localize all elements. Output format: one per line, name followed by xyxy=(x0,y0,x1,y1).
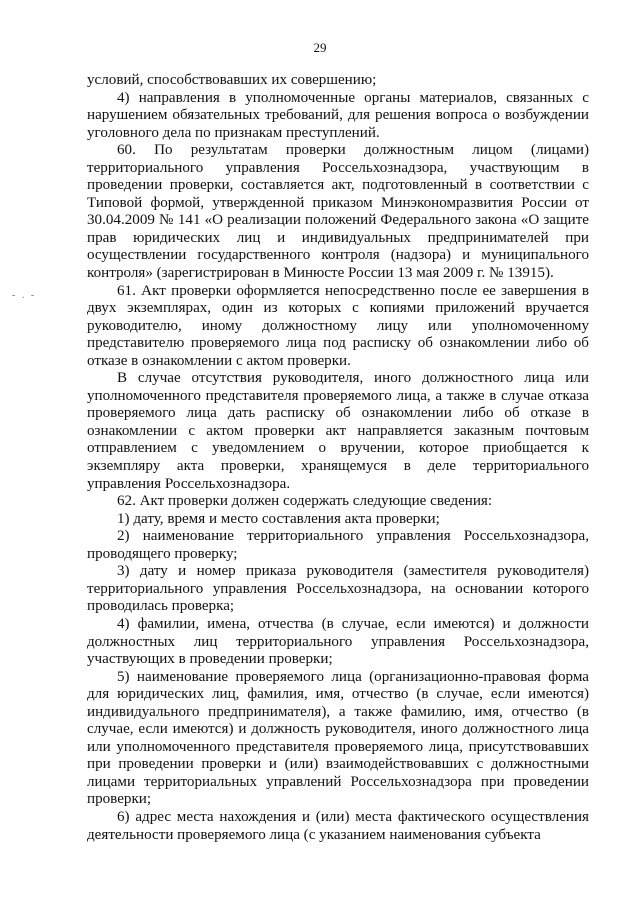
list-item-6: 6) адрес места нахождения и (или) места фактического осуществления деятельности проверяемого лица (с указанием наименования субъекта xyxy=(87,808,589,843)
paragraph-61: 61. Акт проверки оформляется непосредственно после ее завершения в двух экземплярах, один из которых с копиями приложений вручается руководителю, иному должностному лицу или уполномоченному представителю проверяемого лица под расписку об ознакомлении либо об отказе в ознакомлении с актом проверки. xyxy=(87,282,589,369)
list-item-2: 2) наименование территориального управления Россельхознадзора, проводящего проверку; xyxy=(87,528,589,562)
paragraph-absence-case: В случае отсутствия руководителя, иного должностного лица или уполномоченного представителя проверяемого лица, а также в случае отказа проверяемого лица дать расписку об ознакомлении либо об отказе в ознакомлении с актом проверки акт направляется заказным почтовым отправлением с уведомлением о вручении, которое приобщается к экземпляру акта проверки, хранящемуся в деле территориального управления Россельхознадзора. xyxy=(87,370,589,492)
list-item-3: 3) дату и номер приказа руководителя (заместителя руководителя) территориального управления Россельхознадзора, на основании которого проводилась проверка; xyxy=(87,563,589,615)
list-item-1: 1) дату, время и место составления акта проверки; xyxy=(117,510,440,527)
paragraph-item-4-materials: 4) направления в уполномоченные органы материалов, связанных с нарушением обязательных требований, для решения вопроса о возбуждении уголовного дела по признакам преступлений. xyxy=(87,89,589,141)
paragraph-60: 60. По результатам проверки должностным лицом (лицами) территориального управления Россельхознадзора, участвующим в проведении проверки, составляется акт, подготовленный в соответствии с Типовой формой, утвержденной приказом Минэкономразвития России от 30.04.2009 № 141 «О реализации положений Федерального закона «О защите прав юридических лиц и индивидуальных предпринимателей при осуществлении государственного контроля (надзора) и муниципального контроля» (зарегистрирован в Минюсте России 13 мая 2009 г. № 13915). xyxy=(87,142,589,282)
list-item-4: 4) фамилии, имена, отчества (в случае, если имеются) и должности должностных лиц территориального управления Россельхознадзора, участвующих в проведении проверки; xyxy=(87,615,589,668)
list-item-5: 5) наименование проверяемого лица (организационно-правовая форма для юридических лиц, фамилия, имя, отчество (в случае, если имеются) индивидуального предпринимателя), а также фамилию, имя, отчество (в случае, если имеются) и должность руководителя, иного должностного лица или уполномоченного представителя проверяемого лица, присутствовавших при проведении проверки и (или) взаимодействовавших с должностными лицами территориальных управлений Россельхознадзора при проведении проверки; xyxy=(87,668,589,808)
paragraph-62: 62. Акт проверки должен содержать следующие сведения: xyxy=(117,493,493,510)
page-number: 29 xyxy=(313,40,327,55)
margin-mark: - . - xyxy=(12,290,37,301)
document-body xyxy=(87,72,589,844)
paragraph-continuation: условий, способствовавших их совершению; xyxy=(87,72,377,88)
